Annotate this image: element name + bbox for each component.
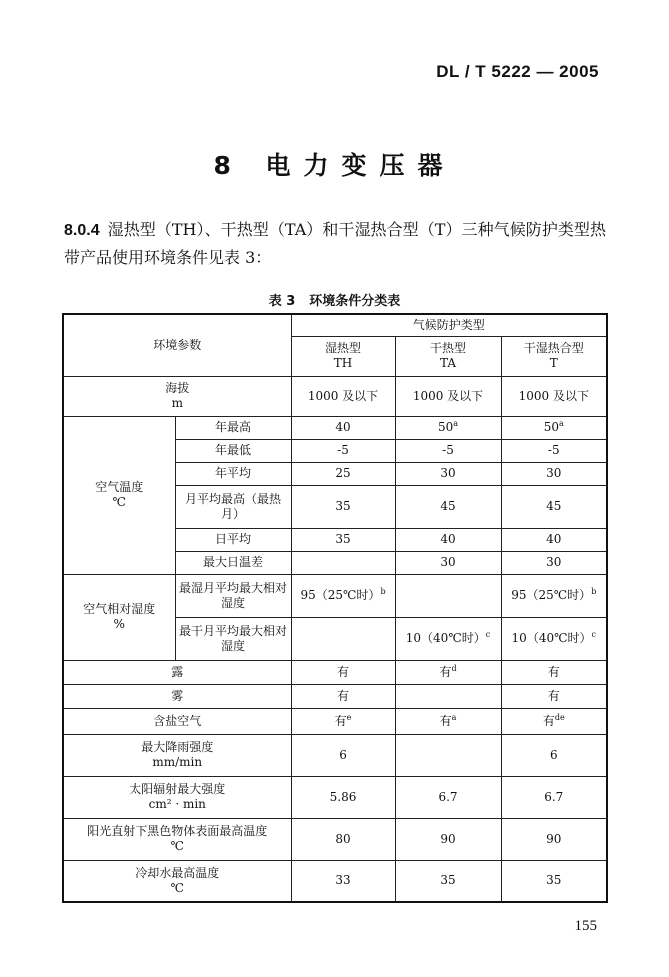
row-label-text: 雾 bbox=[171, 688, 184, 703]
footnote-marker: a bbox=[559, 419, 564, 428]
table-row-salt-air bbox=[63, 708, 607, 734]
sub-label: 年平均 bbox=[175, 462, 291, 485]
chapter-title: 8 电力变压器 bbox=[213, 151, 456, 180]
cell-text: 6.7 bbox=[544, 789, 564, 804]
cell-text: 90 bbox=[440, 831, 456, 846]
cell-value bbox=[395, 416, 501, 439]
cell-text: 有 bbox=[439, 664, 452, 679]
cell-text: 有 bbox=[547, 664, 560, 679]
group-unit: % bbox=[113, 617, 125, 631]
row-label bbox=[63, 684, 291, 708]
cell-value bbox=[291, 734, 395, 776]
table-row-max-rainfall bbox=[63, 734, 607, 776]
cell-value bbox=[395, 485, 501, 528]
cell-text: 40 bbox=[546, 532, 562, 546]
cell-value bbox=[395, 660, 501, 684]
header-doc-code: DL / T 5222 — 2005 bbox=[436, 62, 599, 81]
cell-text: 95（25℃时） bbox=[511, 588, 592, 602]
group-label-air-temp bbox=[63, 416, 175, 574]
cell-value bbox=[395, 574, 501, 617]
cell-value bbox=[395, 708, 501, 734]
cell-value bbox=[291, 485, 395, 528]
cell-value bbox=[291, 574, 395, 617]
cell-value bbox=[395, 551, 501, 574]
group-header-cell: 气候防护类型 bbox=[291, 314, 607, 336]
column-code: TA bbox=[440, 356, 457, 370]
cell-value bbox=[501, 684, 607, 708]
cell-text: 6 bbox=[549, 747, 558, 762]
cell-text: 30 bbox=[546, 555, 562, 569]
table-row-temp-max bbox=[63, 416, 607, 439]
clause-number: 8.0.4 bbox=[64, 222, 100, 239]
cell-text: 40 bbox=[335, 420, 351, 434]
cell-text: 5.86 bbox=[329, 789, 357, 804]
table-row-cooling-water-temp bbox=[63, 860, 607, 902]
param-header-cell: 环境参数 bbox=[63, 314, 291, 376]
sub-label: 最干月平均最大相对湿度 bbox=[175, 617, 291, 660]
cell-value bbox=[395, 617, 501, 660]
row-unit: ℃ bbox=[170, 839, 184, 853]
row-label-text: 含盐空气 bbox=[153, 713, 202, 728]
footnote-marker: de bbox=[554, 712, 565, 722]
cell-value bbox=[395, 684, 501, 708]
cell-value bbox=[291, 439, 395, 462]
group-label-text: 空气相对湿度 bbox=[83, 602, 156, 616]
row-label bbox=[63, 660, 291, 684]
row-unit: ℃ bbox=[170, 880, 184, 895]
table-header-row bbox=[63, 314, 607, 336]
cell-value bbox=[501, 574, 607, 617]
cell-value bbox=[395, 860, 501, 902]
cell-text: 6 bbox=[339, 747, 347, 762]
cell-value bbox=[395, 734, 501, 776]
cell-text: 30 bbox=[440, 466, 456, 480]
cell-value: 1000 及以下 bbox=[395, 376, 501, 416]
column-header-th bbox=[291, 336, 395, 376]
cell-value bbox=[291, 416, 395, 439]
cell-text: 90 bbox=[546, 831, 562, 846]
footnote-marker: c bbox=[591, 630, 596, 639]
cell-value bbox=[291, 776, 395, 818]
cell-value bbox=[291, 462, 395, 485]
cell-text: 10（40℃时） bbox=[405, 631, 486, 645]
footnote-marker: a bbox=[451, 712, 457, 722]
cell-text: 有 bbox=[547, 688, 560, 703]
cell-value: 1000 及以下 bbox=[291, 376, 395, 416]
cell-value: 1000 及以下 bbox=[501, 376, 607, 416]
cell-value bbox=[291, 818, 395, 860]
footnote-marker: e bbox=[346, 712, 352, 722]
cell-value bbox=[395, 776, 501, 818]
cell-text: 6.7 bbox=[438, 789, 458, 804]
cell-text: 有 bbox=[542, 713, 555, 728]
cell-text: 33 bbox=[335, 873, 351, 888]
cell-text: 25 bbox=[335, 466, 351, 480]
sub-label: 年最低 bbox=[175, 439, 291, 462]
cell-text: 30 bbox=[440, 555, 456, 569]
row-label-text: 露 bbox=[171, 664, 184, 679]
cell-value bbox=[291, 617, 395, 660]
page-number: 155 bbox=[574, 918, 597, 934]
cell-text: 45 bbox=[546, 499, 562, 513]
footnote-marker: b bbox=[591, 587, 597, 596]
cell-value bbox=[501, 776, 607, 818]
cell-text: -5 bbox=[337, 443, 349, 457]
sub-label: 月平均最高（最热月） bbox=[175, 485, 291, 528]
footnote-marker: b bbox=[380, 587, 386, 596]
cell-value bbox=[395, 528, 501, 551]
table-row-dew bbox=[63, 660, 607, 684]
cell-value bbox=[291, 860, 395, 902]
cell-value bbox=[501, 734, 607, 776]
group-unit: ℃ bbox=[112, 495, 126, 509]
cell-text: 有 bbox=[337, 688, 350, 703]
cell-text: 有 bbox=[439, 713, 452, 728]
cell-text: 有 bbox=[337, 664, 350, 679]
cell-value bbox=[501, 485, 607, 528]
row-unit: mm/min bbox=[152, 755, 203, 769]
row-unit: m bbox=[171, 396, 183, 410]
group-label-text: 空气温度 bbox=[95, 480, 144, 494]
sub-label: 最大日温差 bbox=[175, 551, 291, 574]
column-name: 干热型 bbox=[430, 341, 467, 355]
row-label-text: 阳光直射下黑色物体表面最高温度 bbox=[87, 824, 268, 838]
cell-text: 35 bbox=[546, 873, 562, 888]
cell-text: -5 bbox=[547, 443, 560, 457]
row-label bbox=[63, 818, 291, 860]
sub-label: 年最高 bbox=[175, 416, 291, 439]
cell-text: 有 bbox=[334, 713, 347, 728]
cell-value bbox=[501, 617, 607, 660]
cell-text: 40 bbox=[440, 532, 456, 546]
table-row-humidity-wettest bbox=[63, 574, 607, 617]
sub-label: 最湿月平均最大相对湿度 bbox=[175, 574, 291, 617]
table-row-black-surface-temp bbox=[63, 818, 607, 860]
cell-value bbox=[291, 551, 395, 574]
row-label-text: 冷却水最高温度 bbox=[135, 865, 220, 880]
table-caption bbox=[0, 290, 669, 309]
table-row-altitude bbox=[63, 376, 607, 416]
row-label bbox=[63, 708, 291, 734]
cell-value bbox=[395, 462, 501, 485]
intro-paragraph bbox=[64, 216, 606, 271]
cell-text: 80 bbox=[335, 831, 351, 846]
table-caption-number: 表 3 bbox=[268, 294, 296, 309]
table-row-solar-radiation bbox=[63, 776, 607, 818]
cell-value bbox=[395, 818, 501, 860]
cell-value bbox=[501, 708, 607, 734]
cell-value bbox=[501, 528, 607, 551]
cell-text: -5 bbox=[442, 443, 454, 457]
cell-value bbox=[291, 528, 395, 551]
footnote-marker: a bbox=[453, 419, 459, 428]
environment-conditions-table bbox=[62, 313, 608, 903]
column-code: T bbox=[549, 356, 558, 370]
cell-text: 30 bbox=[546, 466, 562, 480]
intro-text: 湿热型（TH）、干热型（TA）和干湿热合型（T）三种气候防护类型热带产品使用环境条件见表 3： bbox=[64, 220, 606, 267]
row-label-text: 海拔 bbox=[165, 381, 190, 395]
column-header-t bbox=[501, 336, 607, 376]
cell-text: 35 bbox=[440, 873, 456, 888]
row-label bbox=[63, 734, 291, 776]
cell-value bbox=[501, 860, 607, 902]
column-name: 湿热型 bbox=[325, 341, 362, 355]
table-caption-title: 环境条件分类表 bbox=[309, 294, 401, 309]
cell-value bbox=[395, 439, 501, 462]
footnote-marker: d bbox=[451, 663, 457, 673]
row-unit: cm² · min bbox=[148, 797, 206, 811]
footnote-marker: c bbox=[485, 630, 491, 639]
cell-text: 35 bbox=[335, 532, 351, 546]
column-code: TH bbox=[333, 356, 353, 370]
cell-value bbox=[291, 708, 395, 734]
cell-text: 50 bbox=[437, 420, 454, 434]
row-label bbox=[63, 776, 291, 818]
cell-value bbox=[291, 660, 395, 684]
cell-value bbox=[291, 684, 395, 708]
row-label-text: 太阳辐射最大强度 bbox=[129, 782, 226, 796]
cell-text: 10（40℃时） bbox=[511, 631, 592, 645]
column-name: 干湿热合型 bbox=[523, 341, 584, 355]
sub-label: 日平均 bbox=[175, 528, 291, 551]
table-row-fog bbox=[63, 684, 607, 708]
cell-text: 35 bbox=[335, 499, 351, 513]
column-header-ta bbox=[395, 336, 501, 376]
row-label bbox=[63, 860, 291, 902]
cell-value bbox=[501, 551, 607, 574]
row-label bbox=[63, 376, 291, 416]
cell-text: 50 bbox=[543, 420, 560, 434]
cell-text: 95（25℃时） bbox=[300, 588, 381, 602]
cell-value bbox=[501, 416, 607, 439]
row-label-text: 最大降雨强度 bbox=[141, 740, 214, 754]
cell-value bbox=[501, 439, 607, 462]
cell-value bbox=[501, 660, 607, 684]
group-label-humidity bbox=[63, 574, 175, 660]
cell-value bbox=[501, 462, 607, 485]
cell-text: 45 bbox=[440, 499, 456, 513]
cell-value bbox=[501, 818, 607, 860]
